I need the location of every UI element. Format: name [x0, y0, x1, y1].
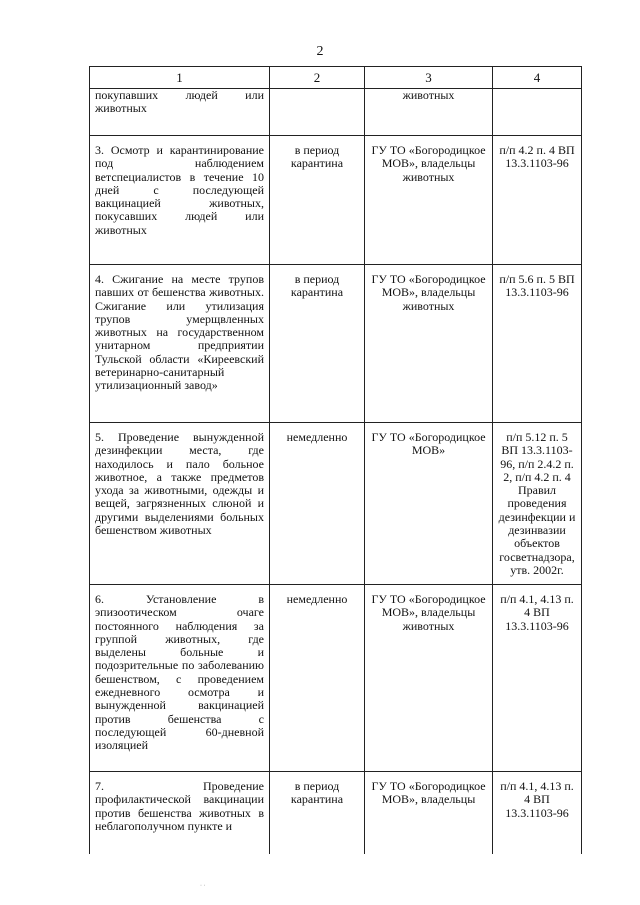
term-cell — [270, 89, 365, 136]
measure-cell: покупавших людей или животных — [90, 89, 270, 136]
executor-cell: ГУ ТО «Богородицкое МОВ», владельцы животных — [365, 585, 493, 772]
table-row — [90, 423, 582, 585]
table-row — [90, 772, 582, 855]
executor-cell: животных — [365, 89, 493, 136]
table-row — [90, 89, 582, 136]
executor-cell: ГУ ТО «Богородицкое МОВ», владельцы животных — [365, 136, 493, 265]
measure-cell: 4. Сжигание на месте трупов павших от бешенства животных. Сжигание или утилизация трупов умерщвленных животных на государственном унитарном предприятии Тульской области «Киреевский ветеринарно-санитарный утилизационный завод» — [90, 265, 270, 423]
basis-cell: п/п 4.1, 4.13 п. 4 ВП 13.3.1103-96 — [493, 772, 582, 855]
header-col-3: 3 — [365, 67, 493, 89]
measure-cell: 3. Осмотр и карантинирование под наблюдением ветспециалистов в течение 10 дней с последующей вакцинацией животных, покусавших людей или животных — [90, 136, 270, 265]
term-cell: в период карантина — [270, 772, 365, 855]
scan-mark: · · — [200, 883, 206, 889]
page-number: 2 — [316, 44, 324, 59]
basis-cell: п/п 5.12 п. 5 ВП 13.3.1103-96, п/п 2.4.2 п. 2, п/п 4.2 п. 4 Правил проведения дезинфекции и дезинвазии объектов госветнадзора, утв. 2002г. — [493, 423, 582, 585]
basis-cell: п/п 4.1, 4.13 п. 4 ВП 13.3.1103-96 — [493, 585, 582, 772]
term-cell: в период карантина — [270, 265, 365, 423]
measure-cell: 7. Проведение профилактической вакцинации против бешенства животных в неблагополучном пункте и — [90, 772, 270, 855]
table-row — [90, 585, 582, 772]
basis-cell: п/п 5.6 п. 5 ВП 13.3.1103-96 — [493, 265, 582, 423]
measure-cell: 6. Установление в эпизоотическом очаге постоянного наблюдения за группой животных, где выделены больные и подозрительные по заболеванию бешенством, с проведением ежедневного осмотра и вынужденной вакцинацией против бешенства с последующей 60-дневной изоляцией — [90, 585, 270, 772]
measures-table — [89, 66, 582, 854]
executor-cell: ГУ ТО «Богородицкое МОВ» — [365, 423, 493, 585]
executor-cell: ГУ ТО «Богородицкое МОВ», владельцы животных — [365, 265, 493, 423]
table-header-row — [90, 67, 582, 89]
term-cell: в период карантина — [270, 136, 365, 265]
term-cell: немедленно — [270, 423, 365, 585]
basis-cell: п/п 4.2 п. 4 ВП 13.3.1103-96 — [493, 136, 582, 265]
header-col-1: 1 — [90, 67, 270, 89]
term-cell: немедленно — [270, 585, 365, 772]
header-col-2: 2 — [270, 67, 365, 89]
header-col-4: 4 — [493, 67, 582, 89]
basis-cell — [493, 89, 582, 136]
table-row — [90, 136, 582, 265]
executor-cell: ГУ ТО «Богородицкое МОВ», владельцы — [365, 772, 493, 855]
measure-cell: 5. Проведение вынужденной дезинфекции места, где находилось и пало больное животное, а также предметов ухода за животными, одежды и вещей, загрязненных слюной и другими выделениями больных бешенством животных — [90, 423, 270, 585]
table-row — [90, 265, 582, 423]
